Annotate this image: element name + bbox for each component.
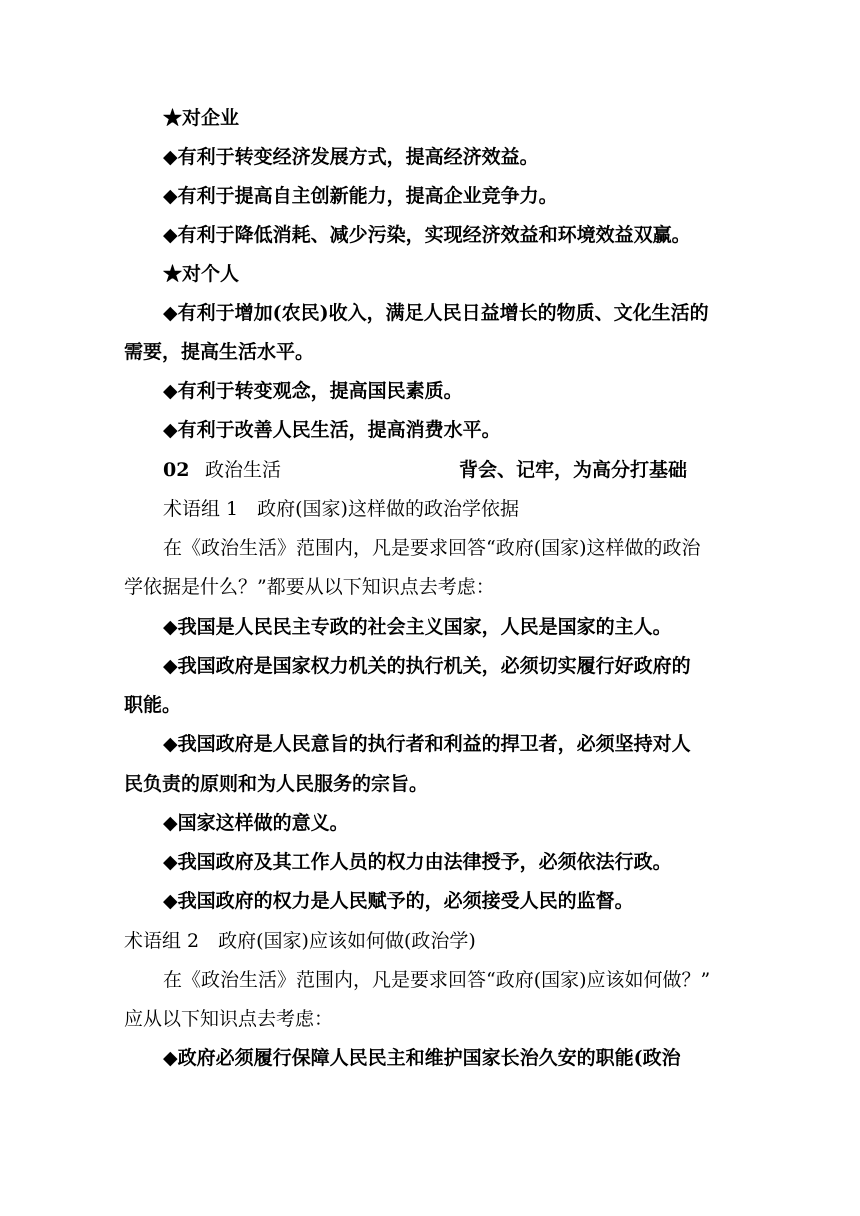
section-number: 02 (163, 459, 190, 481)
term-group-2-intro-line-2: 应从以下知识点去考虑： (124, 1008, 334, 1030)
enterprise-item-3: ◆有利于降低消耗、减少污染，实现经济效益和环境效益双赢。 (163, 224, 691, 246)
section-slogan: 背会、记牢，为高分打基础 (459, 459, 688, 481)
term-group-1-intro-line-1: 在《政治生活》范围内，凡是要求回答“政府(国家)这样做的政治 (163, 537, 701, 559)
section-title: 政治生活 (205, 459, 282, 481)
enterprise-item-1: ◆有利于转变经济发展方式，提高经济效益。 (163, 146, 539, 168)
term-group-1-point-1: ◆我国是人民民主专政的社会主义国家，人民是国家的主人。 (163, 616, 672, 638)
individual-item-2: ◆有利于转变观念，提高国民素质。 (163, 380, 463, 402)
term-group-1-point-4: ◆国家这样做的意义。 (163, 812, 349, 834)
term-group-1-point-5: ◆我国政府及其工作人员的权力由法律授予，必须依法行政。 (163, 851, 672, 873)
term-group-1-point-3-line-2: 民负责的原则和为人民服务的宗旨。 (124, 773, 429, 795)
heading-enterprise: ★对企业 (163, 107, 240, 129)
heading-individual: ★对个人 (163, 263, 240, 285)
section-heading (163, 451, 744, 490)
individual-item-1-line-2: 需要，提高生活水平。 (124, 341, 315, 363)
term-group-1-title: 术语组 1 政府(国家)这样做的政治学依据 (163, 498, 519, 520)
term-group-1-point-6: ◆我国政府的权力是人民赋予的，必须接受人民的监督。 (163, 890, 634, 912)
term-group-2-point-1-line-1: ◆政府必须履行保障人民民主和维护国家长治久安的职能(政治 (163, 1047, 681, 1069)
term-group-1-point-3-line-1: ◆我国政府是人民意旨的执行者和利益的捍卫者，必须坚持对人 (163, 733, 691, 755)
term-group-2-title: 术语组 2 政府(国家)应该如何做(政治学) (124, 930, 476, 952)
term-group-1-intro-line-2: 学依据是什么？”都要从以下知识点去考虑： (124, 576, 495, 598)
term-group-1-point-2-line-1: ◆我国政府是国家权力机关的执行机关，必须切实履行好政府的 (163, 655, 691, 677)
term-group-1-point-2-line-2: 职能。 (124, 694, 182, 716)
enterprise-item-2: ◆有利于提高自主创新能力，提高企业竞争力。 (163, 185, 558, 207)
individual-item-1-line-1: ◆有利于增加(农民)收入，满足人民日益增长的物质、文化生活的 (163, 302, 709, 324)
individual-item-3: ◆有利于改善人民生活，提高消费水平。 (163, 419, 501, 441)
term-group-2-intro-line-1: 在《政治生活》范围内，凡是要求回答“政府(国家)应该如何做？” (163, 969, 711, 991)
